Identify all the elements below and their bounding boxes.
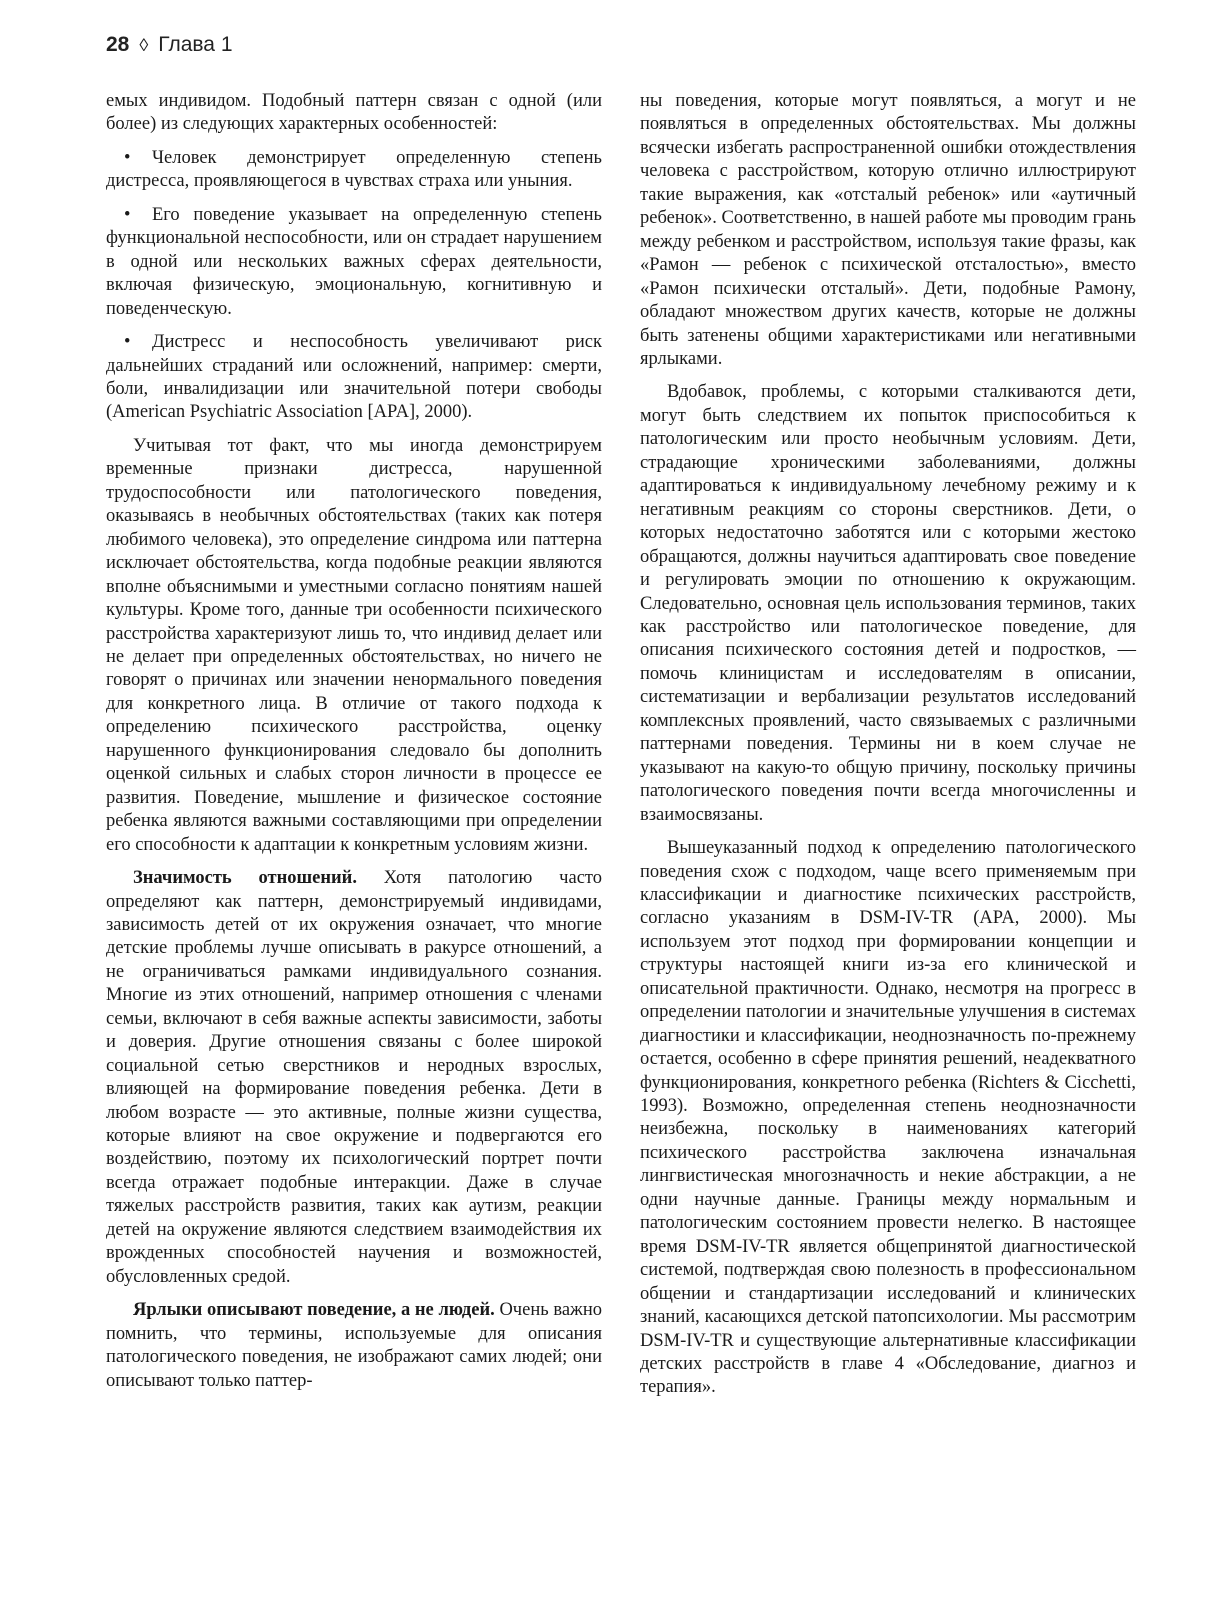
bullet-text: Человек демонстрирует определенную степень дистресса, проявляющегося в чувствах страха или уныния.	[106, 147, 602, 192]
bullet-item	[106, 331, 602, 425]
right-column	[640, 90, 1136, 1410]
bullet-text: Его поведение указывает на определенную степень функциональной неспособности, или он страдает нарушением в одной или нескольких важных сферах деятельности, включая физическую, эмоциональную, когнитивную и поведенческую.	[106, 204, 602, 319]
run-in-heading-labels: Ярлыки описывают поведение, а не людей.	[133, 1300, 495, 1321]
running-head	[106, 30, 233, 60]
page-number: 28	[106, 33, 130, 56]
bullet-item	[106, 147, 602, 194]
separator-glyph: ◊	[139, 35, 149, 55]
bullet-icon: •	[124, 332, 131, 353]
paragraph-relationships	[106, 867, 602, 1289]
labels-text: Очень важно помнить, что термины, используемые для описания патологического поведения, не изображают самих людей; они описывают только паттер-	[106, 1300, 602, 1391]
left-column	[106, 90, 602, 1403]
bullet-text: Дистресс и неспособность увеличивают риск дальнейших страданий или осложнений, например: смерти, боли, инвалидизации или значительной потери свободы (American Psychiatric Association [APA], 2000).	[106, 332, 602, 423]
paragraph-approach: Вышеуказанный подход к определению патологического поведения схож с подходом, чаще всего применяемым при классификации и диагностике психических расстройств, согласно указаниям в DSM-IV-TR (APA, 2000). Мы используем этот подход при формировании концепции и структуры настоящей книги из-за его клинической и описательной практичности. Однако, несмотря на прогресс в определении патологии и значительные улучшения в системах диагностики и классификации, неоднозначность по-прежнему остается, особенно в сфере принятия решений, неадекватного функционирования, конкретного ребенка (Richters & Cicchetti, 1993). Возможно, определенная степень неоднозначности неизбежна, поскольку в наименованиях категорий психического расстройства заключена изначальная лингвистическая многозначность и некие абстракции, а не одни научные данные. Границы между нормальным и патологическим состоянием провести нелегко. В настоящее время DSM-IV-TR является общепринятой диагностической системой, подтверждая свою полезность в профессиональном общении и стандартизации исследований и клинических знаний, касающихся детской патопсихологии. Мы рассмотрим DSM-IV-TR и существующие альтернативные классификации детских расстройств в главе 4 «Обследование, диагноз и терапия».	[640, 838, 1136, 1398]
bullet-item	[106, 204, 602, 321]
run-in-heading-relationships: Значимость отношений.	[133, 868, 357, 889]
bullet-icon: •	[124, 204, 131, 225]
chapter-title: Глава 1	[158, 33, 233, 56]
paragraph-moreover: Вдобавок, проблемы, с которыми сталкиваются дети, могут быть следствием их попыток приспособиться к патологическим или просто необычным условиям. Дети, страдающие хроническими заболеваниями, должны адаптироваться к индивидуальному лечебному режиму и к негативным реакциям со стороны сверстников. Дети, о которых недостаточно заботятся или с которыми жестоко обращаются, должны научиться адаптировать свое поведение и регулировать эмоции по отношению к окружающим. Следовательно, основная цель использования терминов, таких как расстройство или патологическое поведение, для описания психического состояния детей и подростков, — помочь клиницистам и исследователям в описании, систематизации и вербализации результатов исследований комплексных проявлений, часто связываемых с различными паттернами поведения. Термины ни в коем случае не указывают на какую-то общую причину, поскольку причины патологического поведения почти всегда многочисленны и взаимосвязаны.	[640, 382, 1136, 825]
relationships-text: Хотя патологию часто определяют как паттерн, демонстрируемый индивидами, зависимость детей от их окружения означает, что многие детские проблемы лучше описывать в ракурсе отношений, а не ограничиваться рамками индивидуального сознания. Многие из этих отношений, например отношения с членами семьи, включают в себя важные аспекты зависимости, заботы и доверия. Другие отношения связаны с более широкой социальной сетью сверстников и неродных взрослых, влияющей на формирование поведения ребенка. Дети в любом возрасте — это активные, полные жизни существа, которые влияют на свое окружение и подвергаются его воздействию, поэтому их психологический портрет почти всегда отражает подобные интеракции. Даже в случае тяжелых расстройств развития, таких как аутизм, реакции детей на окружение являются следствием взаимодействия их врожденных способностей научения и возможностей, обусловленных средой.	[106, 868, 602, 1287]
bullet-icon: •	[124, 147, 131, 168]
paragraph-intro: емых индивидом. Подобный паттерн связан с одной (или более) из следующих характерных особенностей:	[106, 91, 602, 135]
paragraph-continued: ны поведения, которые могут появляться, а могут и не появляться в определенных обстоятельствах. Мы должны всячески избегать распространенной ошибки отождествления человека с расстройством, которую отлично иллюстрируют такие выражения, как «отсталый ребенок» или «аутичный ребенок». Соответственно, в нашей работе мы проводим грань между ребенком и расстройством, используя такие фразы, как «Рамон — ребенок с психической отсталостью», вместо «Рамон психически отсталый». Дети, подобные Рамону, обладают множеством других качеств, которые не должны быть затенены общими характеристиками или негативными ярлыками.	[640, 91, 1136, 369]
paragraph-given: Учитывая тот факт, что мы иногда демонстрируем временные признаки дистресса, нарушенной трудоспособности или патологического поведения, оказываясь в необычных обстоятельствах (таких как потеря любимого человека), это определение синдрома или паттерна исключает обстоятельства, когда подобные реакции являются вполне объяснимыми и уместными согласно понятиям нашей культуры. Кроме того, данные три особенности психического расстройства характеризуют лишь то, что индивид делает или не делает при определенных обстоятельствах, но ничего не говорят о причинах или значении ненормального поведения для конкретного лица. В отличие от такого подхода к определению психического расстройства, оценку нарушенного функционирования следовало бы дополнить оценкой сильных и слабых сторон личности в процессе ее развития. Поведение, мышление и физическое состояние ребенка являются важными составляющими при определении его способности к адаптации к конкретным условиям жизни.	[106, 435, 602, 855]
paragraph-labels	[106, 1299, 602, 1393]
